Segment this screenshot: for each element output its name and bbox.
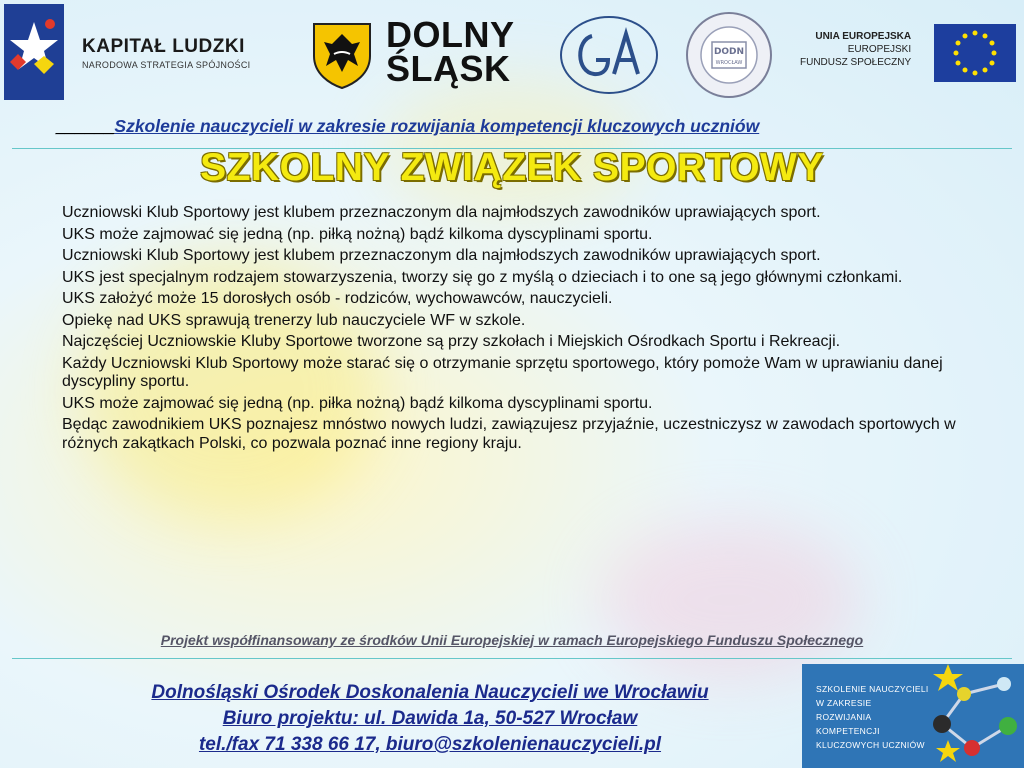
seal-label-dodn: DODN (713, 47, 745, 57)
eu-fund-line3: FUNDUSZ SPOŁECZNY (800, 57, 912, 68)
paragraph: Każdy Uczniowski Klub Sportowy może starać się o otrzymanie sprzętu sportowego, który pomoże Wam w uprawianiu danej dyscypliny sportu. (62, 354, 943, 390)
promo-line: KOMPETENCJI (816, 726, 880, 736)
page-title: SZKOLNY ZWIĄZEK SPORTOWY (200, 146, 824, 189)
paragraph: UKS może zajmować się jedną (np. piłka nożną) bądź kilkoma dyscyplinami sportu. (62, 394, 653, 412)
ga-monogram-icon (556, 12, 662, 98)
contact-institution-link[interactable]: Dolnośląski Ośrodek Doskonalenia Nauczycieli we Wrocławiu (151, 682, 709, 703)
kapital-ludzki-star-icon (4, 4, 64, 100)
molecule-star-graphic-icon (912, 664, 1024, 768)
eu-union-label: UNIA EUROPEJSKA (815, 31, 912, 42)
header (0, 0, 1024, 110)
promo-line: ROZWIJANIA (816, 712, 872, 722)
eu-fund-line2: EUROPEJSKI (847, 44, 912, 55)
content-body (62, 204, 970, 456)
contact-address-link[interactable]: Biuro projektu: ul. Dawida 1a, 50-527 Wrocław (222, 708, 638, 729)
eu-flag-icon (934, 24, 1016, 82)
paragraph: Opiekę nad UKS sprawują trenerzy lub nauczyciele WF w szkole. (62, 311, 526, 329)
subtitle-text[interactable]: Szkolenie nauczycieli w zakresie rozwijania kompetencji kluczowych uczniów (114, 116, 760, 136)
kapital-ludzki-logo (82, 36, 250, 70)
promo-line: W ZAKRESIE (816, 698, 872, 708)
seal-label-wroclaw: WROCŁAW (715, 60, 743, 66)
paragraph: UKS założyć może 15 dorosłych osób - rodziców, wychowawców, nauczycieli. (62, 290, 613, 307)
dodn-seal-icon (684, 10, 774, 100)
paragraph: UKS może zajmować się jedną (np. piłką nożną) bądź kilkoma dyscyplinami sportu. (62, 225, 653, 243)
course-subtitle (56, 116, 968, 137)
contact-phone-email-link[interactable]: tel./fax 71 338 66 17, biuro@szkolenienauczycieli.pl (198, 734, 662, 755)
background-glow-pink (600, 520, 860, 680)
kapital-ludzki-subtitle: NARODOWA STRATEGIA SPÓJNOŚCI (82, 60, 251, 70)
paragraph: Będąc zawodnikiem UKS poznajesz mnóstwo nowych ludzi, zawiązujesz przyjaźnie, uczestniczysz w zawodach sportowych w różnych zakątkach Polski, co pozwala poznać inne regiony kraju. (62, 416, 956, 452)
eagle-shield-icon (310, 20, 374, 90)
dolny-slask-line2: ŚLĄSK (386, 48, 511, 89)
promo-line: SZKOLENIE NAUCZYCIELI (816, 684, 929, 694)
bottom-divider (12, 658, 1012, 659)
paragraph: Uczniowski Klub Sportowy jest klubem przeznaczonym dla najmłodszych zawodników uprawiających sport. (62, 204, 821, 221)
promo-line: KLUCZOWYCH UCZNIÓW (816, 740, 925, 750)
project-promo-banner (802, 664, 1024, 768)
dolny-slask-logo (386, 14, 515, 89)
dolny-slask-line1: DOLNY (386, 14, 515, 55)
paragraph: UKS jest specjalnym rodzajem stowarzyszenia, tworzy się go z myślą o dzieciach i to one są jego głównymi członkami. (62, 268, 903, 286)
cofinancing-note[interactable]: Projekt współfinansowany ze środków Unii Europejskiej w ramach Europejskiego Funduszu Społecznego (160, 632, 864, 648)
eu-fund-label (800, 30, 911, 69)
contact-block (80, 680, 780, 758)
paragraph: Najczęściej Uczniowskie Kluby Sportowe tworzone są przy szkołach i Miejskich Ośrodkach Sportu i Rekreacji. (62, 333, 841, 350)
subtitle-underline-lead: ______ (56, 116, 115, 136)
kapital-ludzki-title: KAPITAŁ LUDZKI (82, 36, 245, 57)
paragraph: Uczniowski Klub Sportowy jest klubem przeznaczonym dla najmłodszych zawodników uprawiających sport. (62, 247, 821, 264)
